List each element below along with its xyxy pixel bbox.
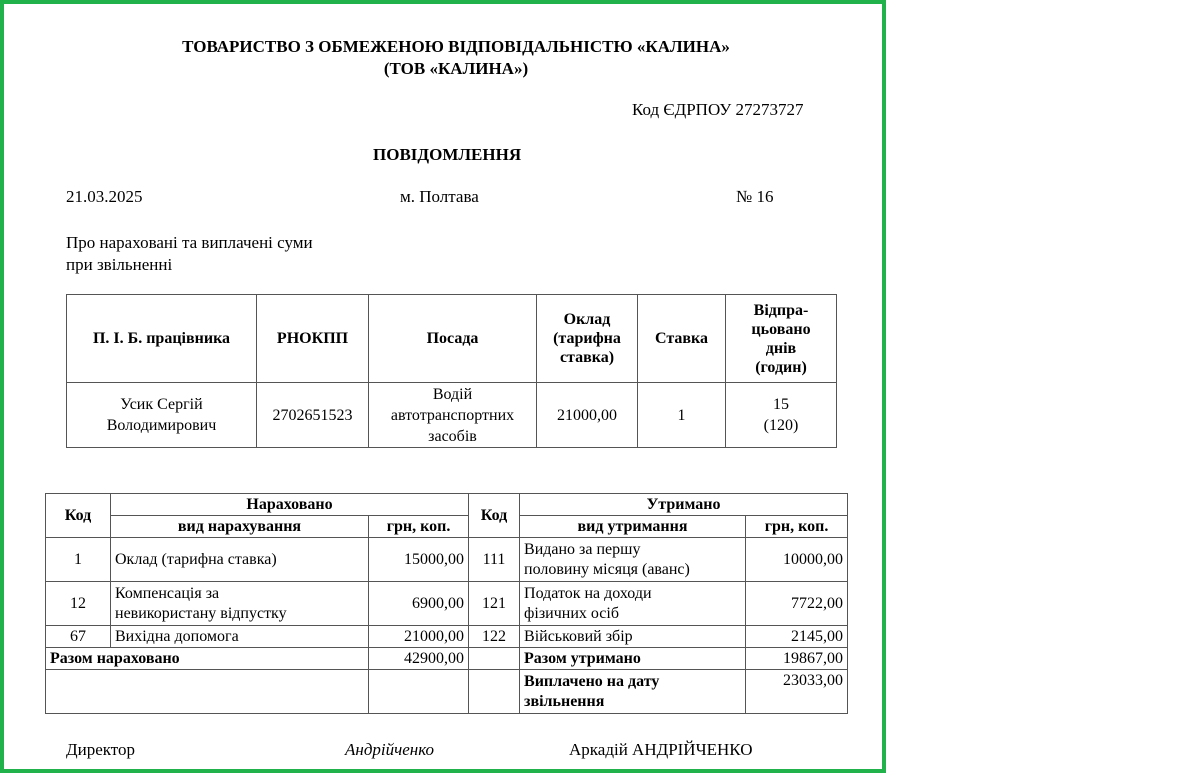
employee-name-line-2: Володимирович [106, 417, 217, 434]
header-days-line-1: Відпра- [753, 301, 809, 319]
payment-table [45, 493, 848, 714]
withhold-type-line-1: Видано за першу [524, 540, 641, 558]
header-accrual-type: вид нарахування [111, 516, 369, 538]
payment-header-row-2 [46, 516, 848, 538]
employee-days [726, 383, 837, 448]
header-salary-line-2: (тарифна [553, 330, 621, 347]
table-row [46, 538, 848, 582]
employee-name-line-1: Усик Сергій [120, 396, 203, 413]
withhold-type-line-1: Податок на доходи [524, 584, 652, 602]
accrual-amount: 21000,00 [369, 626, 469, 648]
withhold-code: 122 [469, 626, 520, 648]
accrual-type [111, 582, 369, 626]
document-title: ПОВІДОМЛЕННЯ [373, 145, 522, 164]
employee-row [67, 383, 837, 448]
accrual-type-line: Оклад (тарифна ставка) [115, 550, 277, 568]
header-accrual-amount: грн, коп. [369, 516, 469, 538]
signature-role: Директор [66, 740, 135, 759]
document-date: 21.03.2025 [66, 187, 143, 206]
withhold-type [520, 538, 746, 582]
header-rnokpp: РНОКПП [257, 295, 369, 383]
edrpou-code: Код ЄДРПОУ 27273727 [632, 100, 804, 119]
accrual-amount: 6900,00 [369, 582, 469, 626]
empty-cell [46, 670, 369, 714]
withhold-code: 121 [469, 582, 520, 626]
withhold-amount: 10000,00 [746, 538, 848, 582]
total-accrued-value: 42900,00 [369, 648, 469, 670]
header-rate: Ставка [638, 295, 726, 383]
header-name: П. І. Б. працівника [67, 295, 257, 383]
paid-amount: 23033,00 [746, 670, 848, 714]
accrual-type-line-1: Компенсація за [115, 584, 220, 602]
accrual-code: 67 [46, 626, 111, 648]
employee-name [67, 383, 257, 448]
employee-header-row [67, 295, 837, 383]
header-salary-line-3: ставка) [559, 349, 615, 366]
paid-row [46, 670, 848, 714]
employee-rnokpp: 2702651523 [257, 383, 369, 448]
header-withhold-code: Код [469, 494, 520, 538]
employee-position-line-1: Водій [432, 385, 473, 403]
total-accrued-label: Разом нараховано [46, 648, 369, 670]
accrual-type-line-2: невикористану відпустку [115, 604, 287, 622]
accrual-code: 12 [46, 582, 111, 626]
header-withhold-amount: грн, коп. [746, 516, 848, 538]
subject-line-1: Про нараховані та виплачені суми [66, 233, 313, 252]
header-position: Посада [369, 295, 537, 383]
accrual-type [111, 538, 369, 582]
employee-position-line-2: автотранспортних [390, 406, 515, 424]
paid-label-line-2: звільнення [524, 692, 605, 710]
withhold-amount: 7722,00 [746, 582, 848, 626]
total-withheld-value: 19867,00 [746, 648, 848, 670]
header-days [726, 295, 837, 383]
paid-label [520, 670, 746, 714]
header-days-line-4: (годин) [755, 358, 807, 376]
empty-cell [469, 648, 520, 670]
accrual-code: 1 [46, 538, 111, 582]
table-row [46, 582, 848, 626]
handwritten-signature: Андрійченко [345, 740, 435, 759]
employee-salary: 21000,00 [537, 383, 638, 448]
paid-label-line-1: Виплачено на дату [524, 672, 660, 690]
header-accrual-code: Код [46, 494, 111, 538]
totals-row [46, 648, 848, 670]
total-withheld-label: Разом утримано [520, 648, 746, 670]
employee-position [369, 383, 537, 448]
withhold-type-line-2: половину місяця (аванс) [524, 560, 690, 578]
empty-cell [469, 670, 520, 714]
signatory-name: Аркадій АНДРІЙЧЕНКО [569, 740, 753, 759]
empty-cell [369, 670, 469, 714]
payment-header-row-1 [46, 494, 848, 516]
withhold-amount: 2145,00 [746, 626, 848, 648]
document-city: м. Полтава [400, 187, 479, 206]
table-row [46, 626, 848, 648]
header-days-line-3: днів [765, 339, 797, 357]
employee-position-line-3: засобів [428, 427, 477, 445]
document-number: № 16 [736, 187, 774, 206]
employee-table [66, 294, 837, 448]
employee-rate: 1 [638, 383, 726, 448]
withhold-type-line-2: фізичних осіб [524, 604, 619, 622]
org-short-name: (ТОВ «КАЛИНА») [383, 59, 529, 78]
header-withheld: Утримано [520, 494, 848, 516]
employee-hours-value: (120) [763, 417, 799, 434]
accrual-type: Вихідна допомога [111, 626, 369, 648]
header-salary [537, 295, 638, 383]
withhold-code: 111 [469, 538, 520, 582]
header-withhold-type: вид утримання [520, 516, 746, 538]
employee-days-value: 15 [773, 396, 789, 413]
withhold-type: Військовий збір [520, 626, 746, 648]
header-days-line-2: цьовано [751, 320, 811, 338]
accrual-amount: 15000,00 [369, 538, 469, 582]
header-accrued: Нараховано [111, 494, 469, 516]
subject-line-2: при звільненні [66, 255, 173, 274]
org-full-name: ТОВАРИСТВО З ОБМЕЖЕНОЮ ВІДПОВІДАЛЬНІСТЮ «КАЛИНА» [182, 37, 730, 56]
header-salary-line-1: Оклад [563, 311, 611, 328]
withhold-type [520, 582, 746, 626]
